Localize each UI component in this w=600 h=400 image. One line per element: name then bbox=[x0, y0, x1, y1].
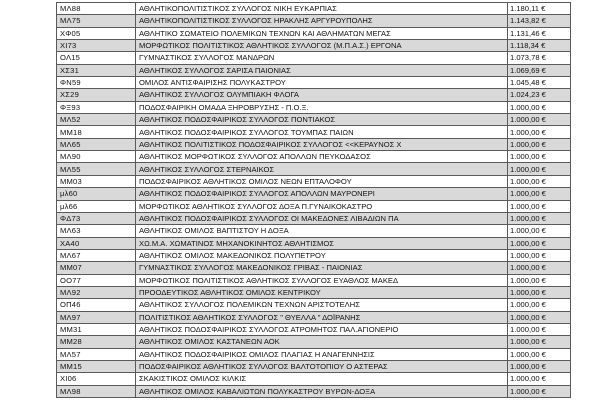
table-row bbox=[57, 336, 571, 348]
club-amount-cell: 1.000,00 € bbox=[508, 176, 571, 188]
club-name-cell: ΑΘΛΗΤΙΚΟΣ ΠΟΛΙΤΙΣΤΙΚΟΣ ΠΟΔΟΣΦΑΙΡΙΚΟΣ ΣΥΛΛΟΓΟΣ <<ΚΕΡΑΥΝΟΣ Χ bbox=[136, 139, 508, 151]
club-name-cell: ΠΟΔΟΣΦΑΙΡΙΚΗ ΟΜΑΔΑ ΞΗΡΟΒΡΥΣΗΣ - Π.Ο.Ξ. bbox=[136, 102, 508, 114]
table-row bbox=[57, 349, 571, 361]
table-row bbox=[57, 102, 571, 114]
table-row bbox=[57, 65, 571, 77]
club-name-cell: ΑΘΛΗΤΙΚΟΣ ΟΜΙΛΟΣ ΚΑΣΤΑΝΕΩΝ ΑΟΚ bbox=[136, 336, 508, 348]
table-row bbox=[57, 275, 571, 287]
club-name-cell: ΠΡΟΟΔΕΥΤΙΚΟΣ ΑΘΛΗΤΙΚΟΣ ΟΜΙΛΟΣ ΚΕΝΤΡΙΚΟΥ bbox=[136, 287, 508, 299]
clubs-funding-table bbox=[56, 2, 571, 398]
club-code-cell: ΜΛ67 bbox=[57, 250, 136, 262]
club-name-cell: ΑΘΛΗΤΙΚΟΣ ΟΜΙΛΟΣ ΒΑΠΤΙΣΤΟΥ Η ΔΟΞΑ bbox=[136, 225, 508, 237]
club-amount-cell: 1.131,46 € bbox=[508, 28, 571, 40]
club-amount-cell: 1.073,78 € bbox=[508, 52, 571, 64]
club-name-cell: ΑΘΛΗΤΙΚΟΣ ΣΥΛΛΟΓΟΣ ΣΑΡΙΣΑ ΠΑΙΟΝΙΑΣ bbox=[136, 65, 508, 77]
club-name-cell: ΓΥΜΝΑΣΤΙΚΟΣ ΣΥΛΛΟΓΟΣ ΜΑΝΔΡΩΝ bbox=[136, 52, 508, 64]
club-code-cell: ΧΙ73 bbox=[57, 40, 136, 52]
club-amount-cell: 1.000,00 € bbox=[508, 361, 571, 373]
club-amount-cell: 1.000,00 € bbox=[508, 102, 571, 114]
club-code-cell: ΧΙ06 bbox=[57, 373, 136, 385]
table-row bbox=[57, 361, 571, 373]
club-code-cell: μλ66 bbox=[57, 201, 136, 213]
club-amount-cell: 1.000,00 € bbox=[508, 312, 571, 324]
table-row bbox=[57, 386, 571, 398]
club-code-cell: ΜΛ90 bbox=[57, 151, 136, 163]
club-code-cell: ΜΛ75 bbox=[57, 15, 136, 27]
table-row bbox=[57, 188, 571, 200]
club-amount-cell: 1.000,00 € bbox=[508, 225, 571, 237]
table-row bbox=[57, 3, 571, 15]
club-name-cell: ΑΘΛΗΤΙΚΟΣ ΠΟΔΟΣΦΑΙΡΙΚΟΣ ΣΥΛΛΟΓΟΣ ΤΟΥΜΠΑΣ ΠΑΙΩΝ bbox=[136, 126, 508, 138]
club-code-cell: ΜΜ31 bbox=[57, 324, 136, 336]
club-code-cell: ΟΟ77 bbox=[57, 275, 136, 287]
club-code-cell: ΜΜ03 bbox=[57, 176, 136, 188]
club-amount-cell: 1.000,00 € bbox=[508, 336, 571, 348]
club-amount-cell: 1.000,00 € bbox=[508, 250, 571, 262]
club-amount-cell: 1.000,00 € bbox=[508, 163, 571, 175]
table-row bbox=[57, 287, 571, 299]
table-row bbox=[57, 40, 571, 52]
table-row bbox=[57, 114, 571, 126]
club-name-cell: ΑΘΛΗΤΙΚΟΣ ΠΟΔΟΣΦΑΙΡΙΚΟΣ ΣΥΛΛΟΓΟΣ ΑΤΡΟΜΗΤΟΣ ΠΑΛ.ΑΓΙΟΝΕΡΙΟ bbox=[136, 324, 508, 336]
club-amount-cell: 1.000,00 € bbox=[508, 139, 571, 151]
table-row bbox=[57, 126, 571, 138]
club-code-cell: ΧΣ31 bbox=[57, 65, 136, 77]
club-name-cell: ΠΟΔΟΣΦΑΙΡΙΚΟΣ ΑΘΛΗΤΙΚΟΣ ΣΥΛΛΟΓΟΣ ΒΑΛΤΟΤΟΠΙΟΥ Ο ΑΣΤΕΡΑΣ bbox=[136, 361, 508, 373]
club-code-cell: ΧΑ40 bbox=[57, 238, 136, 250]
club-code-cell: ΟΠ46 bbox=[57, 299, 136, 311]
table-row bbox=[57, 373, 571, 385]
club-name-cell: ΑΘΛΗΤΙΚΟΣ ΠΟΔΟΣΦΑΙΡΙΚΟΣ ΣΥΛΛΟΓΟΣ ΑΠΟΛΛΩΝ ΜΑΥΡΟΝΕΡΙ bbox=[136, 188, 508, 200]
club-name-cell: ΑΘΛΗΤΙΚΟΣ ΣΥΛΛΟΓΟΣ ΟΛΥΜΠΙΑΚΗ ΦΛΟΓΑ bbox=[136, 89, 508, 101]
table-row bbox=[57, 176, 571, 188]
club-code-cell: ΜΛ57 bbox=[57, 349, 136, 361]
club-name-cell: ΑΘΛΗΤΙΚΟΣ ΜΟΡΦΩΤΙΚΟΣ ΣΥΛΛΟΓΟΣ ΑΠΟΛΛΩΝ ΠΕΥΚΟΔΑΣΟΣ bbox=[136, 151, 508, 163]
table-row bbox=[57, 324, 571, 336]
club-name-cell: ΠΟΛΙΤΙΣΤΙΚΟΣ ΑΘΛΗΤΙΚΟΣ ΣΥΛΛΟΓΟΣ " ΘΥΕΛΛΑ " ΔΟΪΡΑΝΗΣ bbox=[136, 312, 508, 324]
club-name-cell: ΟΜΙΛΟΣ ΑΝΤΙΣΦΑΙΡΙΣΗΣ ΠΟΛΥΚΑΣΤΡΟΥ bbox=[136, 77, 508, 89]
club-name-cell: ΑΘΛΗΤΙΚΟΣ ΣΥΛΛΟΓΟΣ ΣΤΕΡΝΑΙΚΟΣ bbox=[136, 163, 508, 175]
club-name-cell: ΑΘΛΗΤΙΚΟΣ ΟΜΙΛΟΣ ΚΑΒΑΛΙΩΤΩΝ ΠΟΛΥΚΑΣΤΡΟΥ ΒΥΡΩΝ-ΔΟΞΑ bbox=[136, 386, 508, 398]
table-row bbox=[57, 77, 571, 89]
club-code-cell: ΜΛ63 bbox=[57, 225, 136, 237]
table-row bbox=[57, 238, 571, 250]
table-row bbox=[57, 312, 571, 324]
table-row bbox=[57, 89, 571, 101]
club-code-cell: ΜΜ28 bbox=[57, 336, 136, 348]
club-amount-cell: 1.000,00 € bbox=[508, 373, 571, 385]
club-amount-cell: 1.000,00 € bbox=[508, 213, 571, 225]
club-code-cell: ΜΛ92 bbox=[57, 287, 136, 299]
club-amount-cell: 1.000,00 € bbox=[508, 349, 571, 361]
table-row bbox=[57, 225, 571, 237]
table-row bbox=[57, 163, 571, 175]
club-amount-cell: 1.000,00 € bbox=[508, 287, 571, 299]
club-amount-cell: 1.000,00 € bbox=[508, 188, 571, 200]
club-name-cell: ΑΘΛΗΤΙΚΟΣ ΟΜΙΛΟΣ ΜΑΚΕΔΟΝΙΚΟΣ ΠΟΛΥΠΕΤΡΟΥ bbox=[136, 250, 508, 262]
club-code-cell: ΜΛ65 bbox=[57, 139, 136, 151]
club-name-cell: ΓΥΜΝΑΣΤΙΚΟΣ ΣΥΛΛΟΓΟΣ ΜΑΚΕΔΟΝΙΚΟΣ ΓΡΙΒΑΣ - ΠΑΙΟΝΙΑΣ bbox=[136, 262, 508, 274]
club-name-cell: ΑΘΛΗΤΙΚΟΣ ΠΟΔΟΣΦΑΙΡΙΚΟΣ ΟΜΙΛΟΣ ΠΛΑΓΙΑΣ Η ΑΝΑΓΕΝΝΗΣΙΣ bbox=[136, 349, 508, 361]
club-amount-cell: 1.118,34 € bbox=[508, 40, 571, 52]
club-code-cell: ΜΛ97 bbox=[57, 312, 136, 324]
table-row bbox=[57, 151, 571, 163]
club-amount-cell: 1.000,00 € bbox=[508, 386, 571, 398]
club-name-cell: ΑΘΛΗΤΙΚΟΣ ΠΟΔΟΣΦΑΙΡΙΚΟΣ ΣΥΛΛΟΓΟΣ ΟΙ ΜΑΚΕΔΟΝΕΣ ΛΙΒΑΔΙΩΝ ΠΑ bbox=[136, 213, 508, 225]
table-row bbox=[57, 28, 571, 40]
club-amount-cell: 1.000,00 € bbox=[508, 275, 571, 287]
club-code-cell: ΟΛ15 bbox=[57, 52, 136, 64]
club-code-cell: ΦΝ59 bbox=[57, 77, 136, 89]
club-code-cell: ΜΜ15 bbox=[57, 361, 136, 373]
table-row bbox=[57, 201, 571, 213]
club-name-cell: ΑΘΛΗΤΙΚΟΠΟΛΙΤΙΣΤΙΚΟΣ ΣΥΛΛΟΓΟΣ ΗΡΑΚΛΗΣ ΑΡΓΥΡΟΥΠΟΛΗΣ bbox=[136, 15, 508, 27]
club-code-cell: ΧΣ29 bbox=[57, 89, 136, 101]
club-code-cell: ΜΛ88 bbox=[57, 3, 136, 15]
club-amount-cell: 1.000,00 € bbox=[508, 151, 571, 163]
club-name-cell: ΧΩ.Μ.Α. ΧΩΜΑΤΙΝΟΣ ΜΗΧΑΝΟΚΙΝΗΤΟΣ ΑΘΛΗΤΙΣΜΟΣ bbox=[136, 238, 508, 250]
club-name-cell: ΑΘΛΗΤΙΚΟ ΣΩΜΑΤΕΙΟ ΠΟΛΕΜΙΚΩΝ ΤΕΧΝΩΝ ΚΑΙ ΑΘΛΗΜΑΤΩΝ ΜΕΓΑΣ bbox=[136, 28, 508, 40]
club-code-cell: ΦΔ73 bbox=[57, 213, 136, 225]
club-code-cell: ΜΛ55 bbox=[57, 163, 136, 175]
club-code-cell: μλ60 bbox=[57, 188, 136, 200]
club-amount-cell: 1.000,00 € bbox=[508, 126, 571, 138]
club-amount-cell: 1.000,00 € bbox=[508, 238, 571, 250]
club-name-cell: ΣΚΑΚΙΣΤΙΚΟΣ ΟΜΙΛΟΣ ΚΙΛΚΙΣ bbox=[136, 373, 508, 385]
club-code-cell: ΜΜ18 bbox=[57, 126, 136, 138]
table-row bbox=[57, 52, 571, 64]
club-name-cell: ΠΟΔΟΣΦΑΙΡΙΚΟΣ ΑΘΛΗΤΙΚΟΣ ΟΜΙΛΟΣ ΝΕΩΝ ΕΠΤΑΛΟΦΟΥ bbox=[136, 176, 508, 188]
club-code-cell: ΦΞ93 bbox=[57, 102, 136, 114]
club-amount-cell: 1.045,48 € bbox=[508, 77, 571, 89]
club-code-cell: ΜΛ52 bbox=[57, 114, 136, 126]
table-row bbox=[57, 250, 571, 262]
club-amount-cell: 1.143,82 € bbox=[508, 15, 571, 27]
club-name-cell: ΜΟΡΦΩΤΙΚΟΣ ΠΟΛΙΤΙΣΤΙΚΟΣ ΑΘΛΗΤΙΚΟΣ ΣΥΛΛΟΓΟΣ (Μ.Π.Α.Σ.) ΕΡΓΟΝΑ bbox=[136, 40, 508, 52]
club-code-cell: ΜΜ07 bbox=[57, 262, 136, 274]
club-code-cell: ΧΦ05 bbox=[57, 28, 136, 40]
club-name-cell: ΜΟΡΦΩΤΙΚΟΣ ΑΘΛΗΤΙΚΟΣ ΣΥΛΛΟΓΟΣ ΔΟΞΑ Π.ΓΥΝΑΙΚΟΚΑΣΤΡΟ bbox=[136, 201, 508, 213]
club-amount-cell: 1.000,00 € bbox=[508, 201, 571, 213]
club-amount-cell: 1.000,00 € bbox=[508, 114, 571, 126]
club-amount-cell: 1.024,23 € bbox=[508, 89, 571, 101]
club-amount-cell: 1.000,00 € bbox=[508, 262, 571, 274]
table-row bbox=[57, 15, 571, 27]
club-name-cell: ΑΘΛΗΤΙΚΟΣ ΠΟΔΟΣΦΑΙΡΙΚΟΣ ΣΥΛΛΟΓΟΣ ΠΟΝΤΙΑΚΟΣ bbox=[136, 114, 508, 126]
club-name-cell: ΑΘΛΗΤΙΚΟΣ ΣΥΛΛΟΓΟΣ ΠΟΛΕΜΙΚΩΝ ΤΕΧΝΩΝ ΑΡΙΣΤΟΤΕΛΗΣ bbox=[136, 299, 508, 311]
club-name-cell: ΜΟΡΦΩΤΙΚΟΣ ΠΟΛΙΤΙΣΤΙΚΟΣ ΑΘΛΗΤΙΚΟΣ ΣΥΛΛΟΓΟΣ ΕΥΑΘΛΟΣ ΜΑΚΕΔ bbox=[136, 275, 508, 287]
club-code-cell: ΜΛ98 bbox=[57, 386, 136, 398]
club-amount-cell: 1.180,11 € bbox=[508, 3, 571, 15]
club-amount-cell: 1.000,00 € bbox=[508, 299, 571, 311]
table-row bbox=[57, 139, 571, 151]
club-amount-cell: 1.069,69 € bbox=[508, 65, 571, 77]
table-row bbox=[57, 262, 571, 274]
table-row bbox=[57, 299, 571, 311]
table-row bbox=[57, 213, 571, 225]
club-name-cell: ΑΘΛΗΤΙΚΟΠΟΛΙΤΙΣΤΙΚΟΣ ΣΥΛΛΟΓΟΣ ΝΙΚΗ ΕΥΚΑΡΠΙΑΣ bbox=[136, 3, 508, 15]
club-amount-cell: 1.000,00 € bbox=[508, 324, 571, 336]
